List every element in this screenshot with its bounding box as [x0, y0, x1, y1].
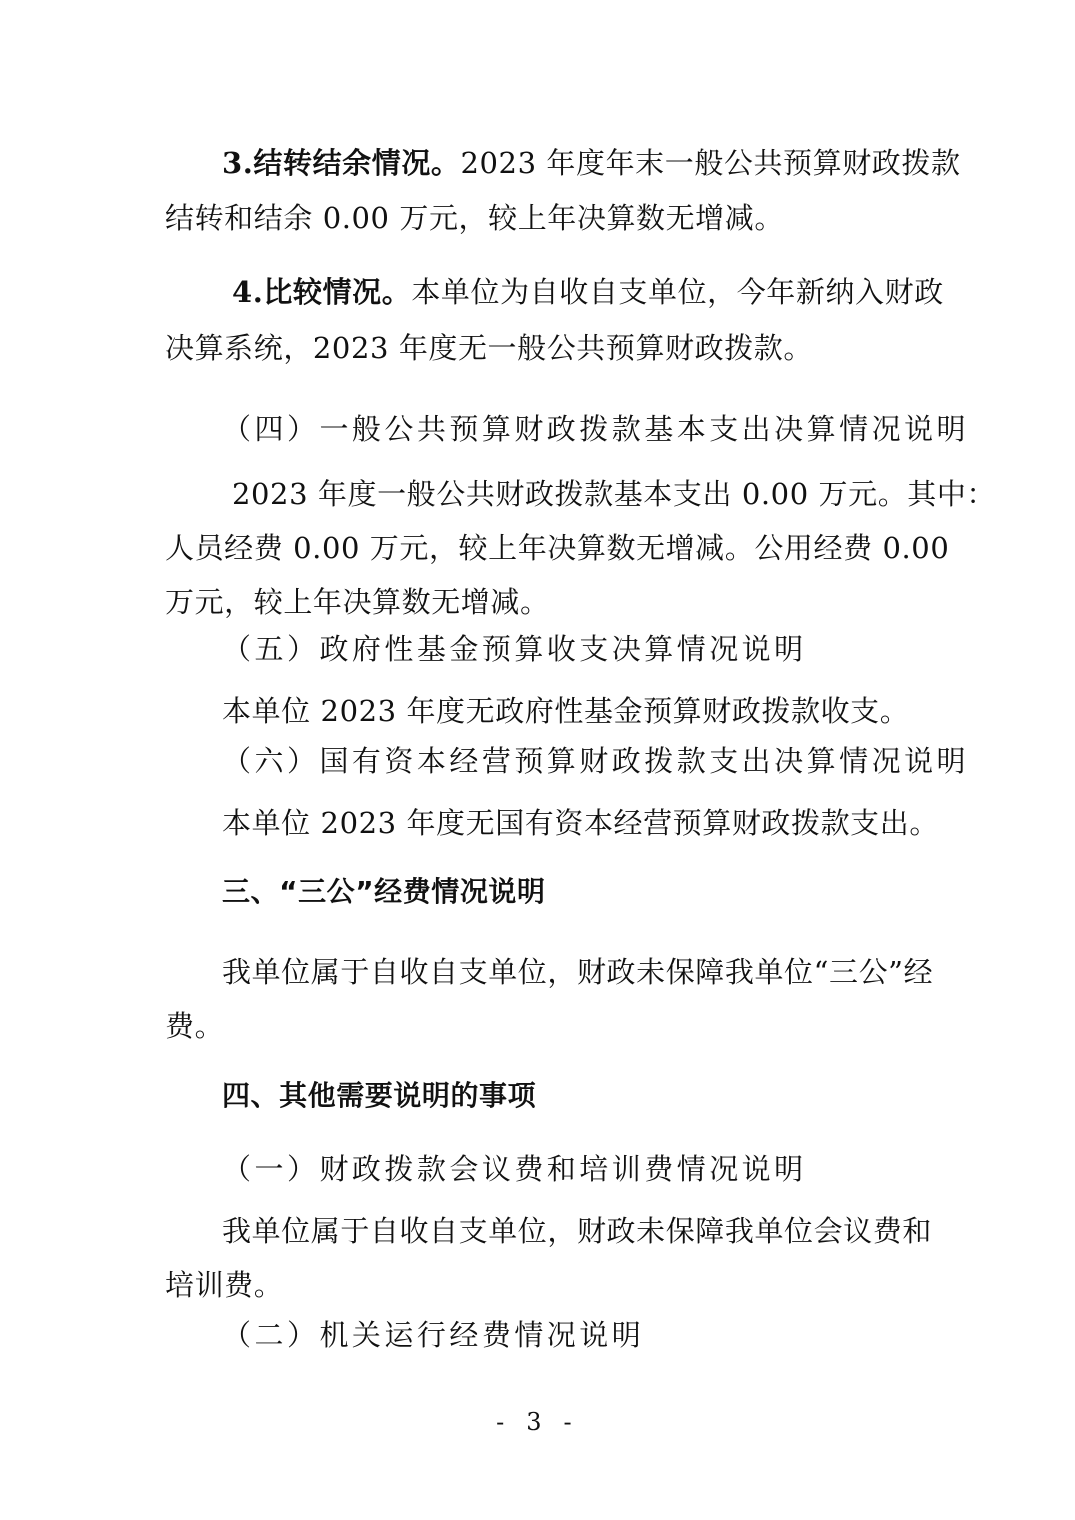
- paragraph-carryover: [222, 145, 961, 181]
- basic-expenditure-text-3: 万元，较上年决算数无增减。: [165, 585, 550, 619]
- carryover-heading: 3.结转结余情况。: [222, 146, 461, 180]
- heading-basic-expenditure: （四）一般公共预算财政拨款基本支出决算情况说明: [222, 412, 970, 446]
- meeting-training-text-2: 培训费。: [165, 1268, 284, 1302]
- section-other-matters: 四、其他需要说明的事项: [222, 1079, 537, 1112]
- heading-government-fund: （五）政府性基金预算收支决算情况说明: [222, 632, 807, 666]
- heading-operating-expenses: （二）机关运行经费情况说明: [222, 1318, 645, 1352]
- three-public-text-1: 我单位属于自收自支单位，财政未保障我单位“三公”经: [222, 955, 934, 989]
- state-capital-text: 本单位 2023 年度无国有资本经营预算财政拨款支出。: [222, 806, 939, 840]
- comparison-text-2: 决算系统，2023 年度无一般公共预算财政拨款。: [165, 331, 813, 365]
- heading-state-capital: （六）国有资本经营预算财政拨款支出决算情况说明: [222, 744, 970, 778]
- three-public-text-2: 费。: [165, 1009, 225, 1043]
- comparison-heading: 4.比较情况。: [232, 275, 412, 309]
- meeting-training-text-1: 我单位属于自收自支单位，财政未保障我单位会议费和: [222, 1214, 932, 1248]
- paragraph-comparison: [232, 274, 944, 310]
- comparison-text-1: 本单位为自收自支单位，今年新纳入财政: [411, 275, 944, 309]
- section-three-public-expenses: 三、“三公”经费情况说明: [222, 875, 546, 908]
- government-fund-text: 本单位 2023 年度无政府性基金预算财政拨款收支。: [222, 694, 910, 728]
- heading-meeting-training: （一）财政拨款会议费和培训费情况说明: [222, 1152, 807, 1186]
- page-number: - 3 -: [496, 1408, 579, 1436]
- carryover-text-2: 结转和结余 0.00 万元，较上年决算数无增减。: [165, 201, 784, 235]
- basic-expenditure-text-2: 人员经费 0.00 万元，较上年决算数无增减。公用经费 0.00: [165, 531, 950, 565]
- carryover-text-1: 2023 年度年末一般公共预算财政拨款: [460, 146, 961, 180]
- basic-expenditure-text-1: 2023 年度一般公共财政拨款基本支出 0.00 万元。其中：: [232, 477, 997, 511]
